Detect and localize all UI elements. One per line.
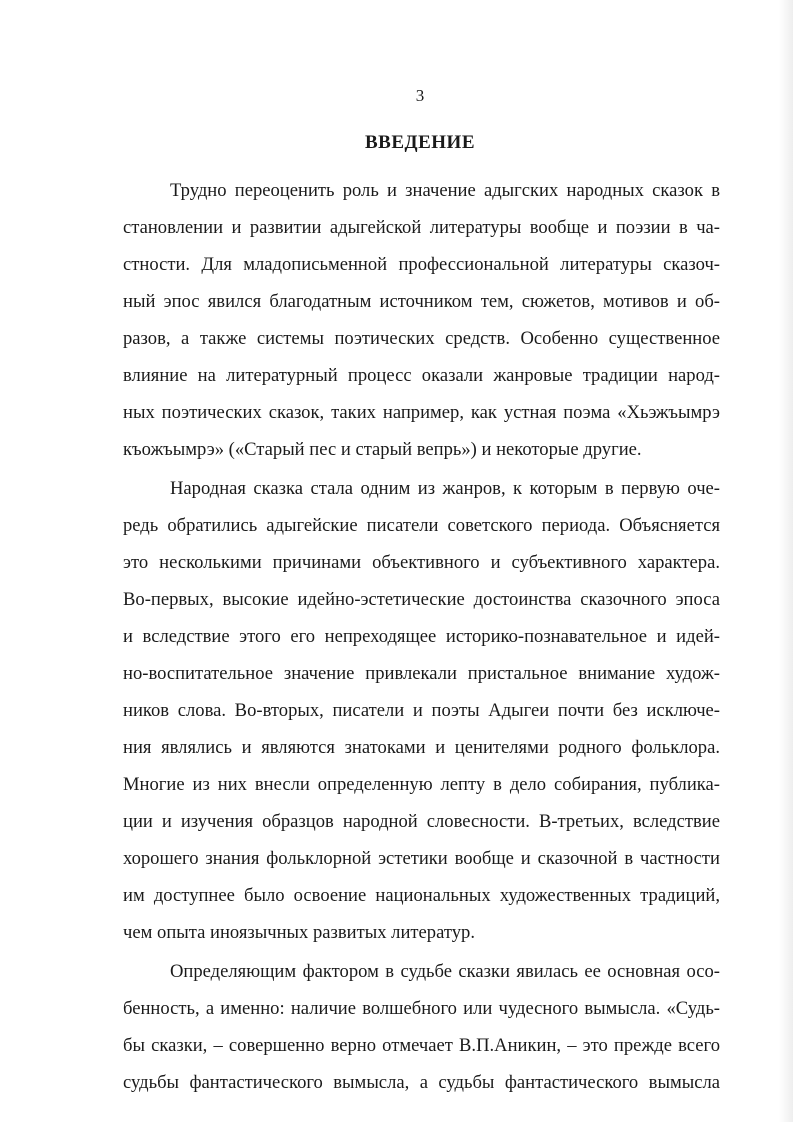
body-text bbox=[123, 172, 720, 1101]
text-line: редь обратились адыгейские писатели советского периода. Объясняется bbox=[123, 515, 720, 536]
section-heading: ВВЕДЕНИЕ bbox=[365, 132, 475, 153]
text-line: разов, а также системы поэтических средств. Особенно существенное bbox=[123, 328, 720, 349]
text-line: стности. Для младописьменной профессиональной литературы сказоч- bbox=[123, 254, 720, 275]
text-line: хорошего знания фольклорной эстетики вообще и сказочной в частности bbox=[123, 848, 720, 869]
text-line: ников слова. Во-вторых, писатели и поэты Адыгеи почти без исключе- bbox=[123, 700, 720, 721]
text-line: Во-первых, высокие идейно-эстетические достоинства сказочного эпоса bbox=[123, 589, 720, 610]
text-line: ции и изучения образцов народной словесности. В-третьих, вследствие bbox=[123, 811, 720, 832]
text-line: но-воспитательное значение привлекали пристальное внимание худож- bbox=[123, 663, 720, 684]
text-line: Определяющим фактором в судьбе сказки явилась ее основная осо- bbox=[170, 961, 720, 982]
text-line: Трудно переоценить роль и значение адыгских народных сказок в bbox=[170, 180, 720, 201]
text-line: ния являлись и являются знатоками и ценителями родного фольклора. bbox=[123, 737, 720, 758]
text-line: Многие из них внесли определенную лепту в дело собирания, публика- bbox=[123, 774, 720, 795]
text-line: судьбы фантастического вымысла, а судьбы фантастического вымысла bbox=[123, 1072, 720, 1093]
text-line: это несколькими причинами объективного и субъективного характера. bbox=[123, 552, 720, 573]
page-number: 3 bbox=[415, 86, 425, 105]
text-line: бенность, а именно: наличие волшебного или чудесного вымысла. «Судь- bbox=[123, 998, 720, 1019]
text-line: и вследствие этого его непреходящее историко-познавательное и идей- bbox=[123, 626, 720, 647]
page-edge-shadow bbox=[779, 0, 793, 1122]
text-line: ных поэтических сказок, таких например, как устная поэма «Хьэжъымрэ bbox=[123, 402, 720, 423]
text-line: къожъымрэ» («Старый пес и старый вепрь») и некоторые другие. bbox=[123, 439, 642, 460]
text-line: ный эпос явился благодатным источником тем, сюжетов, мотивов и об- bbox=[123, 291, 720, 312]
text-line: чем опыта иноязычных развитых литератур. bbox=[123, 922, 475, 943]
text-line: становлении и развитии адыгейской литературы вообще и поэзии в ча- bbox=[123, 217, 720, 238]
text-line: им доступнее было освоение национальных художественных традиций, bbox=[123, 885, 720, 906]
text-line: Народная сказка стала одним из жанров, к которым в первую оче- bbox=[170, 478, 720, 499]
text-line: влияние на литературный процесс оказали жанровые традиции народ- bbox=[123, 365, 720, 386]
text-line: бы сказки, – совершенно верно отмечает В.П.Аникин, – это прежде всего bbox=[123, 1035, 720, 1056]
